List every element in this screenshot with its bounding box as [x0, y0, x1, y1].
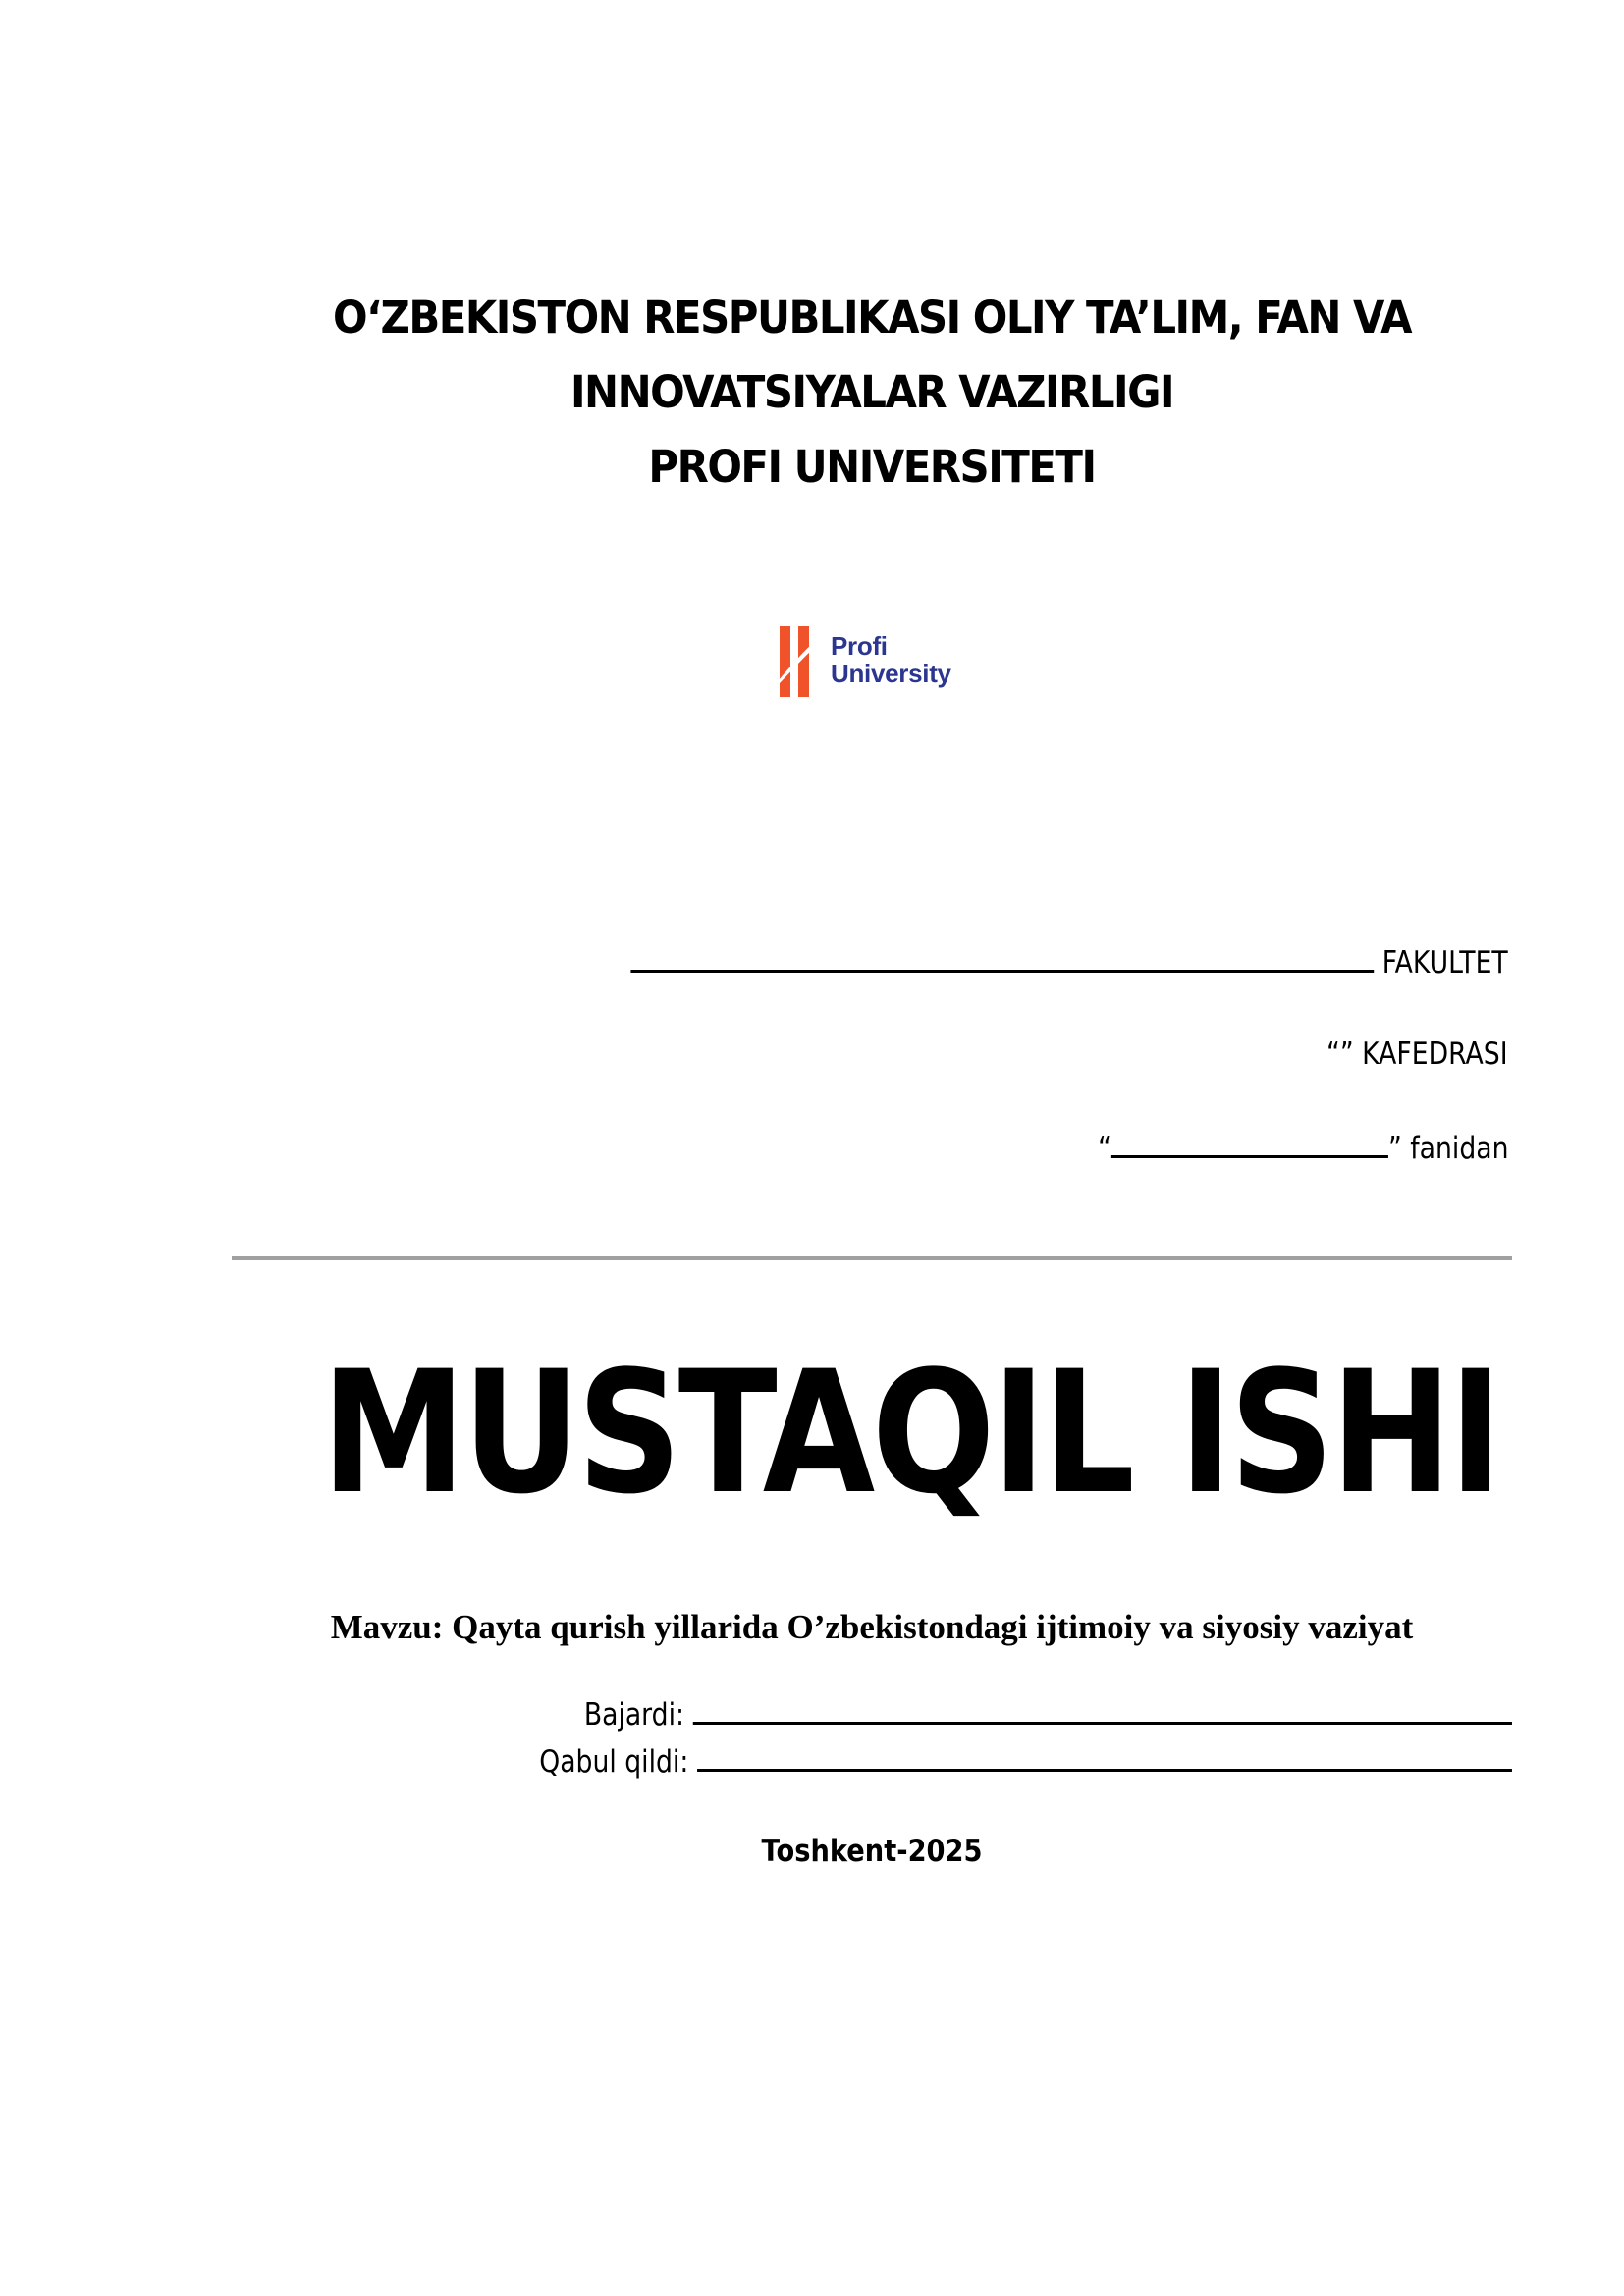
subject-close-quote: ” — [1387, 1131, 1402, 1166]
logo-wordmark — [831, 632, 951, 687]
header-line-university: PROFI UNIVERSITETI — [648, 441, 1096, 493]
logo-text-profi: Profi — [831, 631, 888, 661]
subject-blank-line — [1110, 1130, 1387, 1158]
completed-by-field — [584, 1696, 1512, 1733]
header-line-ministry: O‘ZBEKISTON RESPUBLIKASI OLIY TA’LIM, FAN VA — [332, 292, 1412, 344]
accepted-by-field — [540, 1743, 1512, 1780]
university-logo — [780, 624, 976, 699]
header-line-ministry-cont: INNOVATSIYALAR VAZIRLIGI — [569, 366, 1174, 418]
department-label: KAFEDRASI — [1354, 1037, 1508, 1072]
topic-line: Mavzu: Qayta qurish yillarida O’zbekistondagi ijtimoiy va siyosiy vaziyat — [330, 1608, 1414, 1646]
faculty-field — [631, 944, 1508, 981]
completed-by-label: Bajardi: — [584, 1697, 693, 1733]
accepted-by-blank-line — [697, 1743, 1512, 1772]
faculty-label: FAKULTET — [1374, 945, 1508, 981]
ministry-header — [277, 281, 1468, 505]
logo-text-university: University — [831, 659, 951, 688]
faculty-blank-line — [631, 944, 1375, 973]
document-title: MUSTAQIL ISHI — [321, 1334, 1500, 1531]
horizontal-divider — [232, 1256, 1512, 1260]
subject-open-quote: “ — [1097, 1131, 1111, 1166]
department-field — [1326, 1037, 1508, 1072]
city-year: Toshkent-2025 — [761, 1834, 983, 1869]
department-quotes: “” — [1326, 1037, 1355, 1072]
subject-label: fanidan — [1401, 1131, 1508, 1166]
subject-field — [1098, 1130, 1508, 1166]
accepted-by-label: Qabul qildi: — [539, 1744, 698, 1780]
completed-by-blank-line — [693, 1696, 1512, 1725]
profi-university-logo-mark-icon — [780, 626, 811, 697]
